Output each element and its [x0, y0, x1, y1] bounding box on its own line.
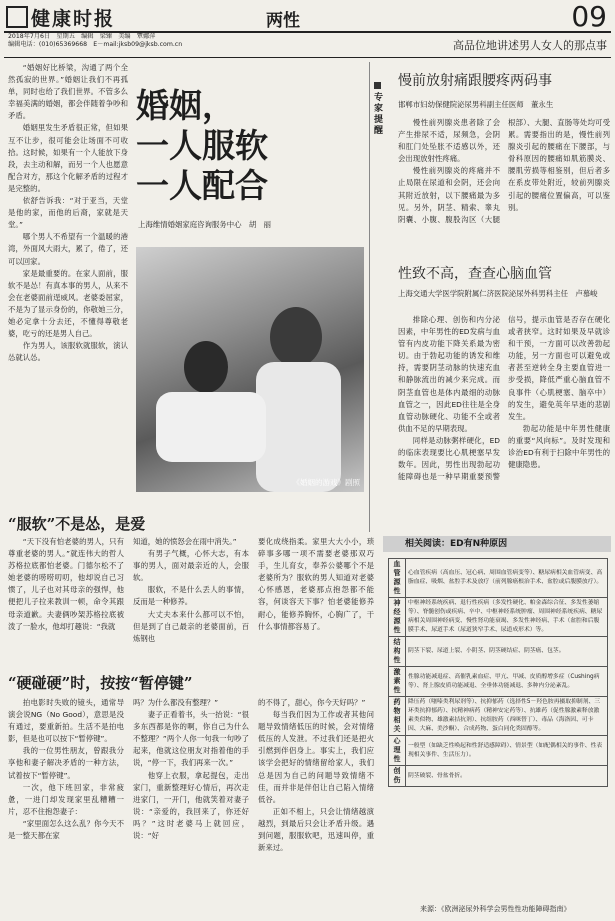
related-reading-header: 相关阅读：ED有N种原因	[383, 536, 611, 552]
sub2-col2: 吗？为什么都没有整理？” 妻子正看着书，头一抬说：“很多东西都是你的啊，你自己为什么不整理？”两个人你一句我一句吵了起来，他就这位朋友对指着他的手说，“停一下，我们再来一次。” 他穿上衣服，拿起提包，走出家门，重新整理好心情后，再次走进家门，一开门，他就笑着对妻子说：“亲爱的，我回来了，你还好吗？”这时老婆马上就回应，说：“好	[133, 698, 249, 841]
column-divider	[369, 62, 370, 532]
related-table	[388, 558, 608, 787]
sub1-col2: 知道，她的愤怒会在雨中消失。” 有男子气概，心怀大志，有本事的男人，面对最亲近的人，会服软。 服软，不是什么丢人的事情，反而是一种修养。 大丈夫本来什么都可以不怕，但是到了自己最亲的老婆面前，百炼钢也	[133, 537, 249, 643]
main-article-col1: “婚姻好比桥梁，沟通了两个全然孤寂的世界。”婚姻让我们不再孤单，同时也给了我们世界。不管多么幸福美满的婚姻，都会伴随着争吵和矛盾。 婚姻里发生矛盾很正常，但如果互不让步，很可能会让场面不可收拾。这时候，如果有一个人能放下身段，去主动和解，而另一个人也愿意配合对方，那这个化解矛盾的过程才是完整的。 依舒告诉我：“对于亚当，天堂是他的家，而他的后裔，家就是天堂。” 哪个男人不希望有一个温暖的港湾，外面风大雨大，累了，倦了，还可以回家。 家是最重要的。在家人面前，服软不是怂！有真本事的男人，从来不会在老婆面前逞威风。老婆委屈家，不是为了显示身份的，你敬她三分，她必定拿十分去还，不懂得尊敬老婆，吃亏的还是男人自己。 作为男人，该服软就服软，演认怂就认怂。	[8, 63, 128, 363]
article-b-title: 慢前放射痛跟腰疼两码事	[398, 73, 552, 89]
header-rule-lower	[4, 57, 611, 58]
subheading-1: “服软”不是怂，是爱	[8, 515, 146, 533]
table-row: 药物相关 降压药（噻嗪类利尿剂等）、抗抑郁药（选择性5－羟色胺再摄取抑制剂、三环类抗抑郁药）、抗精神病药（精神安定药等）、抗雄药（促性腺激素释放激素类似物、雄激素拮抗剂）、抗组胺药（西咪替丁）、毒品（海洛因、可卡因、大麻、美沙酮）、合成药物、蛋白同化类固醇等。	[389, 697, 608, 736]
main-article-byline: 上海维情婚姻家庭咨询服务中心 胡 丽	[138, 220, 272, 229]
section-title: 两性	[266, 11, 300, 31]
edition-meta: 2018年7月6日 星期五 编辑 梁臻 美编 覃娜萍 编辑电话：(010)65369668 E－mail:jksb09@jksb.com.cn	[8, 33, 183, 48]
article-b-byline: 邯郸市妇幼保健院泌尿男科副主任医师 董永生	[398, 100, 554, 109]
sub1-col1: “天下没有怕老婆的男人，只有尊重老婆的男人。”就连伟大的哲人苏格拉底都怕老婆。门德尔松不了她老婆的唠唠叨叨，他却说自己习惯了，儿子也对其母亲的强悍，他便把儿子拉来教训一顿，命令其跟母亲道歉。夫妻俩吵架苏格拉底被泼了一脸水，他却打趣说：“我就	[8, 537, 124, 631]
subheading-2: “硬碰硬”时，按按“暂停键”	[8, 674, 193, 692]
article-photo	[136, 247, 364, 492]
article-c-byline: 上海交通大学医学院附属仁济医院泌尿外科男科主任 卢慕峻	[398, 289, 598, 298]
section-tagline: 高品位地讲述男人女人的那点事	[453, 39, 607, 52]
table-row: 激素性 性腺功能减退症、高催乳素血症、甲亢、甲减、皮质醇增多症（Cushing病等）、肾上腺皮质功能减退、全垂体功能减退、多种内分泌紊乱。	[389, 667, 608, 697]
article-c-title: 性致不高，查查心脑血管	[398, 266, 552, 282]
table-row: 神经源性 中枢神经系统疾病、退行性疾病（多发性硬化、帕金森综合征、多发性萎缩等）、脊髓创伤或疾病、卒中、中枢神经系统肿瘤、周围神经系统疾病、糖尿病相关周围神经病变、慢性肾功能衰竭、多发性神经病、手术（盆腔和后腹膜手术、尿道手术（尿道狭窄手术、尿道成形术）等。	[389, 598, 608, 637]
sub2-col1: 拍电影时失败的镜头，通常导演会说NG（No Good），意思是没有通过，要重新拍。生活不是拍电影，但是也可以按下“暂停键”。 我的一位男性朋友，曾跟我分享他和妻子解决矛盾的一种方法，试着按下“暂停键”。 一次，他下班回家，非常疲惫，一进门却发现家里乱糟糟一片，忍不住抱怨妻子： “家里面怎么这么乱？你今天不是一整天都在家	[8, 698, 124, 841]
main-article-title: 婚姻， 一人服软 一人配合	[136, 86, 268, 205]
table-row: 创伤 阴茎破裂、骨盆骨折。	[389, 766, 608, 787]
photo-caption: 《婚姻的游戏》剧照	[292, 478, 360, 487]
header-rule	[4, 31, 611, 33]
newspaper-logo: 健康时报	[6, 4, 115, 31]
table-row: 血管源性 心血管疾病（高血压、冠心病、周围血管病变等）、糖尿病相关血管病变、高脂血症、吸烟、盆腔手术及放疗（前列腺癌根治手术、盆腔或后腹膜放疗）。	[389, 559, 608, 598]
source-note: 来源：《欧洲泌尿外科学会男性性功能障碍指南》	[420, 905, 571, 913]
sub1-col3: 要化成绕指柔。家里大大小小，琐碎事多哪一项不需要老婆那双巧手，生儿育女，奉养公婆哪个不是老婆所为？服软的男人知道对老婆心怀感恩，老婆那点抱怨都不能容，何谈容天下事？怕老婆能修养耐心，能修养胸怀，心胸广了，干什么事情都容易了。	[258, 537, 374, 631]
sub2-col3: 的不得了，甜心，你今天好吗？” 每当我们因为工作或者其他问题导致情绪低压的时候，会对情绪低压的人发泄。不过我们还是把火引燃到伴侣身上。事实上，我们应该学会把好的情绪留给家人，我们总是因为自己的问题导致情绪不佳，而并非是伴侣让自己陷入情绪低谷。 正如不相上，只会让情绪越演越烈，到最后只会让矛盾升级。遇到问题，服服软吧，迅速叫停，重新来过。	[258, 698, 374, 853]
table-row: 结构性 阴茎下裂、尿道上裂、小阴茎、阴茎硬结症、阴茎癌、包茎。	[389, 637, 608, 667]
table-row: 心理性 一般型（如缺乏性唤起和性舒适感障碍）、情景型（如配偶相关的事件、性表现相关事件、生活压力）。	[389, 736, 608, 766]
article-c-body: 排除心理、创伤和内分泌因素，中年男性的ED发病与血管有内皮功能下降关系最为密切。由于勃起功能的诱发和维持，需要阴茎动脉的快速充血和静脉流出的减少来完成。而阴茎血管也是体内最细的动脉血管之一，因此ED往往是全身血管动脉硬化、功能不全或者供血不足的早期表现。 同样是动脉粥样硬化，ED的临床表现要比心肌梗塞早发数年。因此，男性出现勃起功能障碍也是一种早期重要预警信号，提示血管是否存在硬化或者狭窄。这时如果及早就诊和干预，一方面可以改善勃起功能，另一方面也可以避免或者甚至逆转全身主要血管进一步受损，降低严重心脑血管不良事件（心肌梗塞、脑卒中）的发生，避免英年早逝的悲剧发生。 勃起功能是中年男性健康的重要“风向标”。及时发现和诊治ED有利于扫除中年男性的健康隐患。	[398, 315, 610, 482]
article-b-body: 慢性前列腺炎患者除了会产生排尿不适，尿频急，会阴和肛门处坠胀不适感以外，还会出现放射性疼痛。 慢性前列腺炎的疼痛并不止局限在尿道和会阴，还会向其附近放射，以下腰痛最为多见。另外，阴茎、精索、睾丸阴囊、小腹、腹股沟区（大腿根部）、大腿、直肠等处均可受累。需要指出的是，慢性前列腺炎引起的腰痛在下腰部，与骨科原因的腰痛如肌筋膜炎、腰肌劳损等相鉴别，但后者多在系皮带处附近，较前列腺炎引起的腰痛位置偏高，可以鉴别。	[398, 118, 610, 224]
expert-label: 专家提醒	[374, 82, 384, 137]
photo-figures	[136, 247, 364, 492]
page-number: 09	[571, 0, 607, 33]
logo-icon	[6, 6, 28, 28]
square-bullet-icon	[374, 82, 381, 89]
